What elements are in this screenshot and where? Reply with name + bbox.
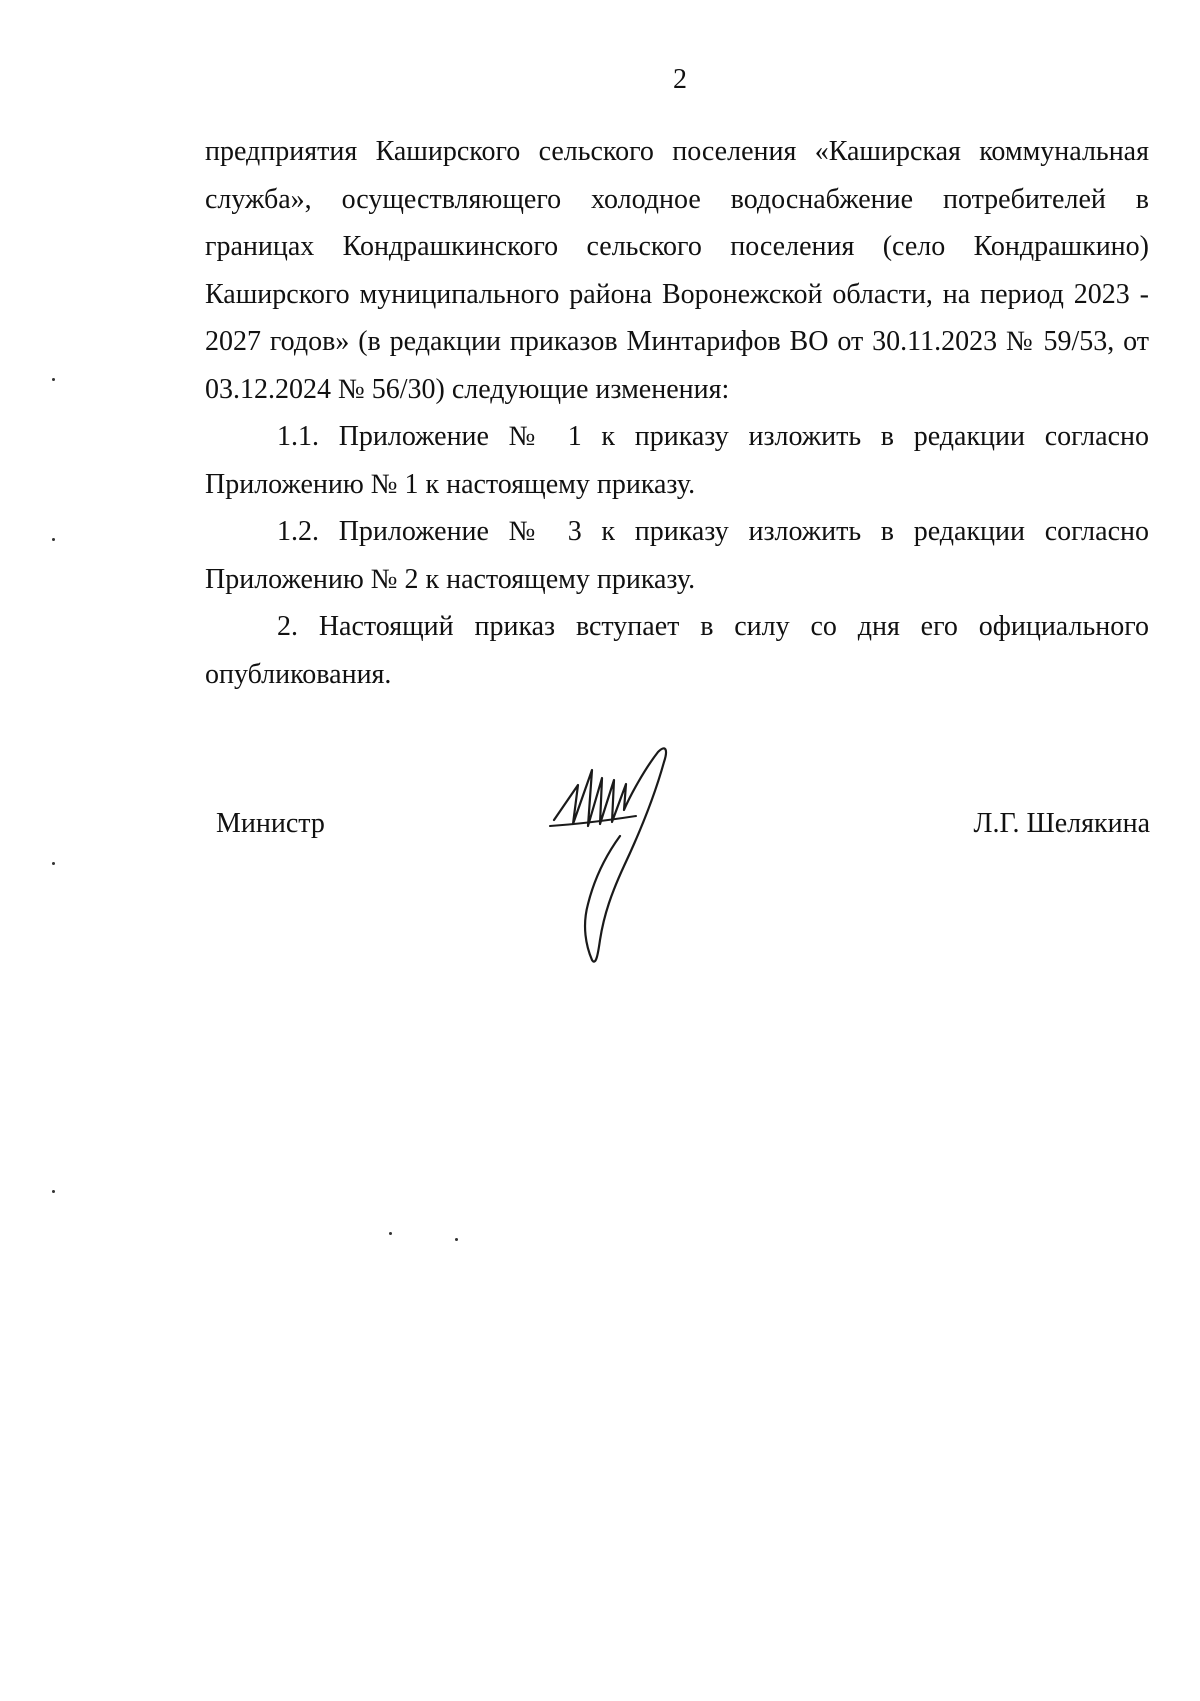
scan-speck	[52, 862, 55, 865]
paragraph-item-1-2: 1.2. Приложение № 3 к приказу изложить в редакции согласно Приложению № 2 к настоящему приказу.	[205, 516, 1149, 595]
scan-speck	[52, 538, 55, 541]
document-body	[205, 128, 1149, 698]
paragraph-item-2: 2. Настоящий приказ вступает в силу со дня его официального опубликования.	[205, 611, 1149, 690]
page-number: 2	[673, 64, 687, 95]
scan-speck	[52, 1190, 55, 1193]
signature-block	[0, 740, 1200, 980]
paragraph-continuation: предприятия Каширского сельского поселения «Каширская коммунальная служба», осуществляющего холодное водоснабжение потребителей в границах Кондрашкинского сельского поселения (село Кондрашкино) Каширского муниципального района Воронежской области, на период 2023 - 2027 годов» (в редакции приказов Минтарифов ВО от 30.11.2023 № 59/53, от 03.12.2024 № 56/30) следующие изменения:	[205, 136, 1149, 405]
scan-speck	[455, 1238, 458, 1241]
paragraph-item-1-1: 1.1. Приложение № 1 к приказу изложить в редакции согласно Приложению № 1 к настоящему приказу.	[205, 421, 1149, 500]
signatory-name: Л.Г. Шелякина	[973, 808, 1150, 839]
scan-speck	[52, 378, 55, 381]
signatory-title: Министр	[216, 808, 325, 839]
handwritten-signature	[540, 740, 690, 970]
scan-speck	[389, 1232, 392, 1235]
